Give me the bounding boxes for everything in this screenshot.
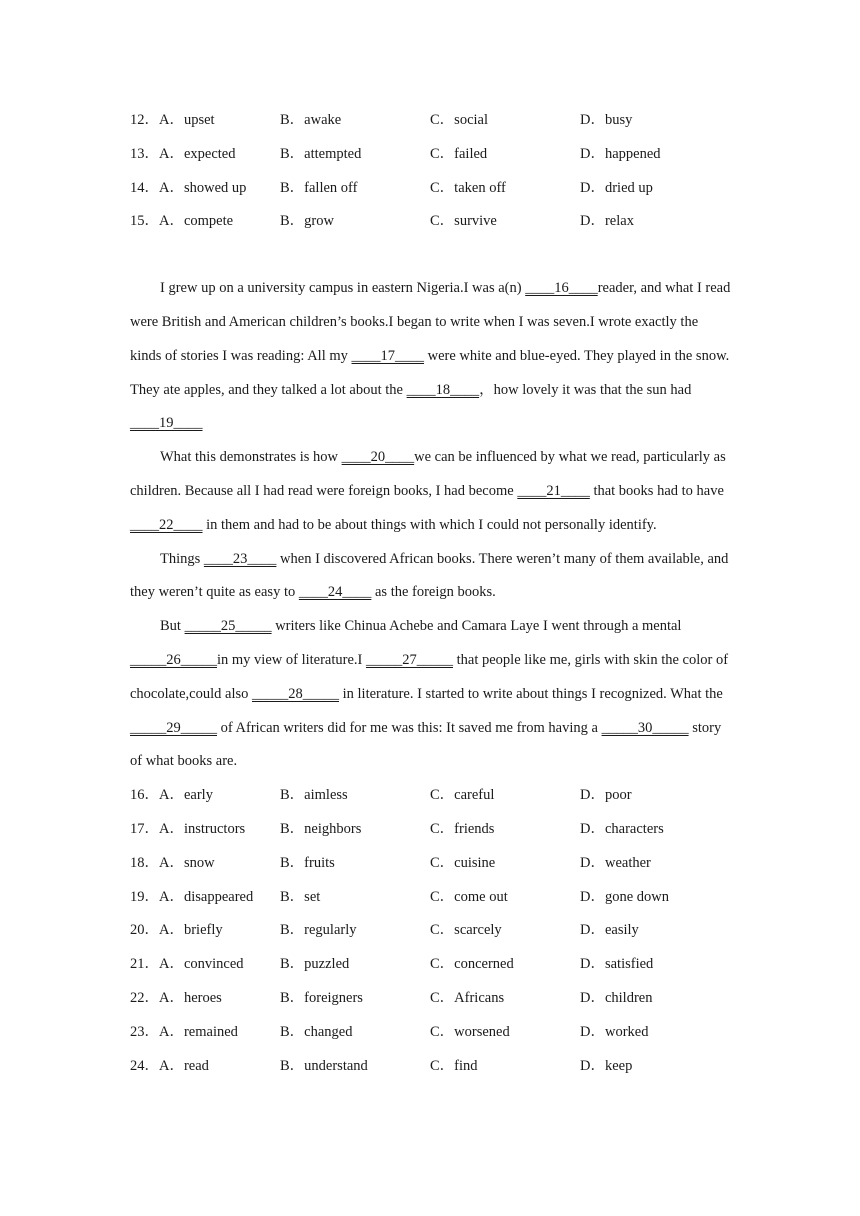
option-b: B．fruits <box>280 854 335 871</box>
question-number: 14． <box>130 179 159 196</box>
option-c: C．worsened <box>430 1023 510 1040</box>
document-page <box>130 104 732 1083</box>
question-row <box>130 104 732 138</box>
option-c: C．concerned <box>430 956 514 973</box>
option-b: B．aimless <box>280 787 348 804</box>
option-a: A．upset <box>159 112 215 128</box>
question-number: 22． <box>130 989 159 1006</box>
blank-24: ____24____ <box>298 584 372 601</box>
passage-paragraph-4: But _____25_____ writers like Chinua Achebe and Camara Laye I went through a mental _____26_____in my view of literature.I _____27_____ that people like me, girls with skin the color of chocolate,could also _____28_____ in literature. I started to write about things I recognized. What the _____29_____ of African writers did for me was this: It saved me from having a _____30_____ story of what books are. <box>130 618 729 770</box>
question-number: 23． <box>130 1023 159 1040</box>
option-a: A．compete <box>159 213 234 230</box>
passage-paragraph-2: What this demonstrates is how ____20____we can be influenced by what we read, particularly as children. Because all I had read were foreign books, I had become ____21____ that books had to have ____22____ in them and had to be about things with which I could not personally identify. <box>130 449 726 533</box>
question-row <box>130 779 732 813</box>
blank-17: ____17____ <box>351 347 425 364</box>
option-a: A．snow <box>159 854 215 871</box>
option-b: B．foreigners <box>280 989 363 1006</box>
option-c: C．failed <box>430 145 488 162</box>
blank-19: ____19____ <box>130 415 203 432</box>
blank-18: ____18____ <box>406 381 480 398</box>
blank-23: ____23____ <box>203 550 277 567</box>
option-a: A．convinced <box>159 956 244 973</box>
option-c: C．scarcely <box>430 922 502 939</box>
option-b: B．puzzled <box>280 956 350 973</box>
blank-29: _____29_____ <box>130 719 217 736</box>
option-d: D．keep <box>580 1057 633 1074</box>
option-c: C．Africans <box>430 989 505 1006</box>
blank-25: _____25_____ <box>184 618 272 635</box>
option-c: C．survive <box>430 213 497 230</box>
question-number: 24． <box>130 1057 159 1074</box>
option-a: A．read <box>159 1057 209 1074</box>
option-d: D．weather <box>580 854 651 871</box>
option-d: D．relax <box>580 213 634 230</box>
question-row <box>130 914 732 948</box>
option-d: D．satisfied <box>580 956 654 973</box>
blank-28: _____28_____ <box>252 685 339 702</box>
option-d: D．dried up <box>580 179 653 196</box>
passage-paragraph-3: Things ____23____ when I discovered African books. There weren’t many of them available, and they weren’t quite as easy to ____24____ as the foreign books. <box>130 550 729 601</box>
question-number: 12． <box>130 112 159 128</box>
option-a: A．expected <box>159 145 236 162</box>
option-c: C．social <box>430 112 488 128</box>
question-row <box>130 138 732 172</box>
option-a: A．briefly <box>159 922 223 939</box>
question-row <box>130 1016 732 1050</box>
option-c: C．come out <box>430 888 508 905</box>
option-c: C．friends <box>430 820 495 837</box>
blank-21: ____21____ <box>517 482 590 499</box>
question-number: 21． <box>130 956 159 973</box>
question-row <box>130 1050 732 1084</box>
option-b: B．attempted <box>280 145 362 162</box>
option-b: B．fallen off <box>280 179 358 196</box>
option-c: C．find <box>430 1057 478 1074</box>
blank-26: _____26_____ <box>130 651 217 668</box>
question-number: 16． <box>130 787 159 804</box>
option-d: D．busy <box>580 112 633 128</box>
question-block-bottom <box>130 779 732 1083</box>
question-row <box>130 847 732 881</box>
option-d: D．happened <box>580 145 661 162</box>
question-number: 18． <box>130 854 159 871</box>
option-a: A．instructors <box>159 820 246 837</box>
question-number: 17． <box>130 820 159 837</box>
option-b: B．awake <box>280 112 342 128</box>
question-row <box>130 881 732 915</box>
question-row <box>130 813 732 847</box>
option-d: D．poor <box>580 787 632 804</box>
spacer <box>130 239 732 272</box>
reading-passage <box>130 272 732 779</box>
option-d: D．characters <box>580 820 664 837</box>
question-number: 19． <box>130 888 159 905</box>
option-a: A．heroes <box>159 989 222 1006</box>
option-d: D．easily <box>580 922 639 939</box>
question-row <box>130 205 732 239</box>
option-b: B．understand <box>280 1057 368 1074</box>
option-b: B．changed <box>280 1023 353 1040</box>
option-c: C．careful <box>430 787 495 804</box>
passage-paragraph-1: I grew up on a university campus in eastern Nigeria.I was a(n) ____16____reader, and what I read were British and American children’s books.I began to write when I was seven.I wrote exactly the kinds of stories I was reading: All my ____17____ were white and blue-eyed. They played in the snow. They ate apples, and they talked a lot about the ____18____，how lovely it was that the sun had ____19____ <box>130 280 731 432</box>
question-number: 13． <box>130 145 159 162</box>
question-block-top <box>130 104 732 239</box>
option-d: D．worked <box>580 1023 649 1040</box>
question-row <box>130 948 732 982</box>
question-row <box>130 982 732 1016</box>
option-a: A．showed up <box>159 179 247 196</box>
blank-22: ____22____ <box>130 516 203 533</box>
blank-27: _____27_____ <box>365 651 453 668</box>
blank-16: ____16____ <box>525 280 598 297</box>
blank-30: _____30_____ <box>601 719 689 736</box>
blank-20: ____20____ <box>341 449 415 466</box>
option-b: B．regularly <box>280 922 357 939</box>
option-d: D．gone down <box>580 888 670 905</box>
option-a: A．disappeared <box>159 888 254 905</box>
option-a: A．early <box>159 787 213 804</box>
option-d: D．children <box>580 989 653 1006</box>
question-number: 15． <box>130 213 159 230</box>
question-number: 20． <box>130 922 159 939</box>
question-row <box>130 172 732 206</box>
option-c: C．taken off <box>430 179 506 196</box>
option-b: B．neighbors <box>280 820 362 837</box>
option-c: C．cuisine <box>430 854 496 871</box>
option-a: A．remained <box>159 1023 238 1040</box>
option-b: B．grow <box>280 213 334 230</box>
option-b: B．set <box>280 888 321 905</box>
